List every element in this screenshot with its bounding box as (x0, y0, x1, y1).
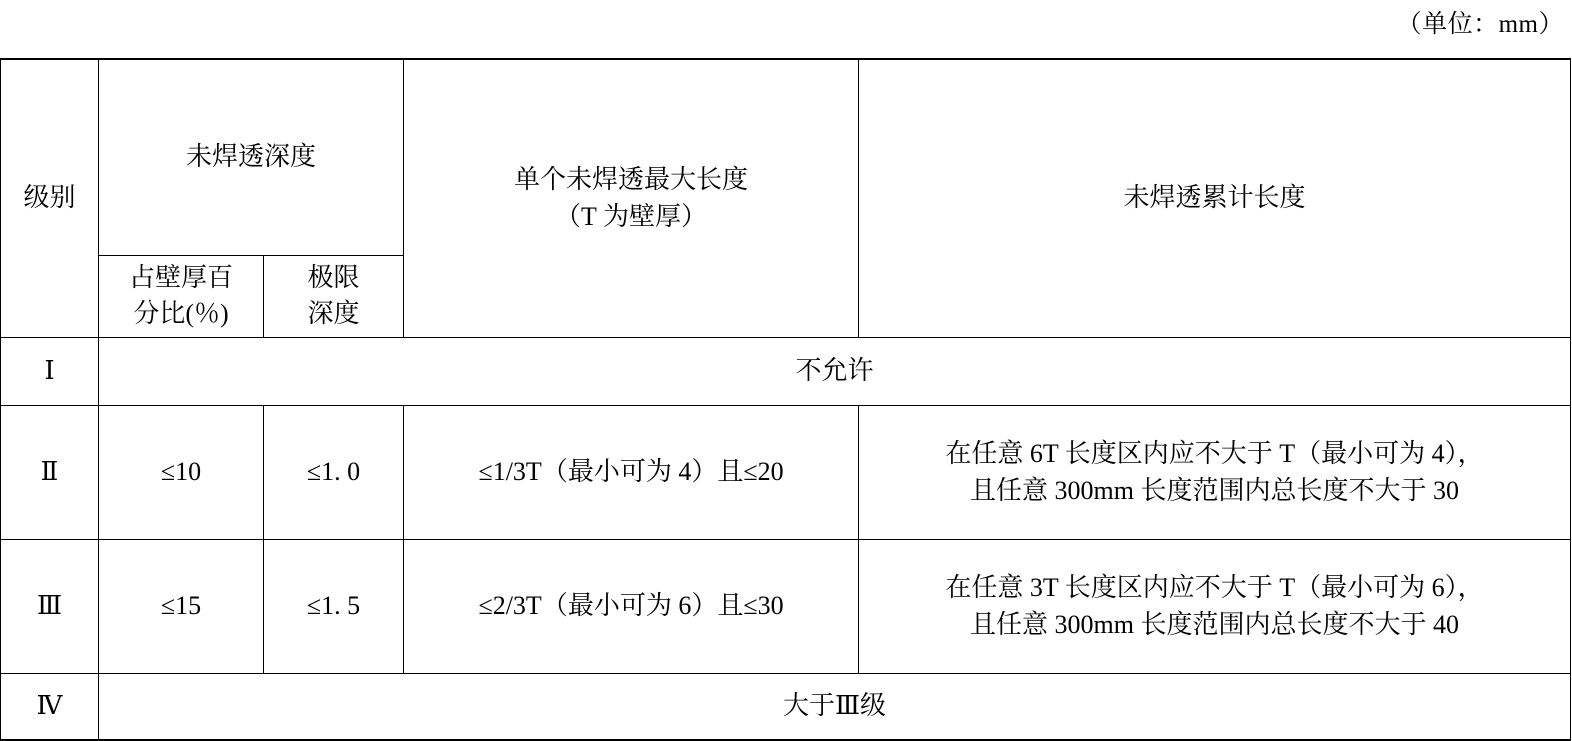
unit-note: （单位：mm） (1396, 11, 1564, 38)
row-2-cumulative (859, 406, 1571, 540)
row-3-depth-percent: ≤15 (99, 540, 264, 674)
row-level-3: Ⅲ (1, 540, 99, 674)
header-cumulative-length: 未焊透累计长度 (859, 59, 1571, 338)
row-level-2: Ⅱ (1, 406, 99, 540)
table-header-row (1, 59, 1571, 255)
header-single-max-length (404, 59, 859, 338)
header-depth-limit (264, 255, 404, 338)
table-row (1, 540, 1571, 674)
row-2-depth-percent: ≤10 (99, 406, 264, 540)
row-1-merged-value: 不允许 (99, 338, 1571, 406)
row-4-merged-value: 大于Ⅲ级 (99, 674, 1571, 740)
header-depth-limit-line1: 极限 (307, 262, 360, 292)
header-depth-percent-line1: 占壁厚百 (128, 262, 233, 292)
row-3-cumulative-line1: 在任意 3T 长度区内应不大于 T（最小可为 6）， (945, 572, 1484, 602)
weld-defect-spec-table (0, 58, 1571, 741)
header-single-max-line2: （T 为壁厚） (555, 201, 707, 231)
header-depth-percent-line2: 分比(％) (133, 299, 229, 329)
header-depth-limit-line2: 深度 (307, 299, 360, 329)
row-3-single-max: ≤2/3T（最小可为 6）且≤30 (404, 540, 859, 674)
header-depth-percent (99, 255, 264, 338)
table-row (1, 338, 1571, 406)
row-2-cumulative-line2: 且任意 300mm 长度范围内总长度不大于 30 (970, 475, 1459, 505)
header-level: 级别 (1, 59, 99, 338)
row-3-cumulative (859, 540, 1571, 674)
header-depth-group: 未焊透深度 (99, 59, 404, 255)
row-2-depth-limit: ≤1. 0 (264, 406, 404, 540)
row-level-1: Ⅰ (1, 338, 99, 406)
row-3-cumulative-line2: 且任意 300mm 长度范围内总长度不大于 40 (970, 609, 1459, 639)
row-2-single-max: ≤1/3T（最小可为 4）且≤20 (404, 406, 859, 540)
header-single-max-line1: 单个未焊透最大长度 (514, 164, 749, 194)
row-3-depth-limit: ≤1. 5 (264, 540, 404, 674)
table-row (1, 674, 1571, 740)
table-row (1, 406, 1571, 540)
row-2-cumulative-line1: 在任意 6T 长度区内应不大于 T（最小可为 4）， (945, 438, 1484, 468)
row-level-4: Ⅳ (1, 674, 99, 740)
